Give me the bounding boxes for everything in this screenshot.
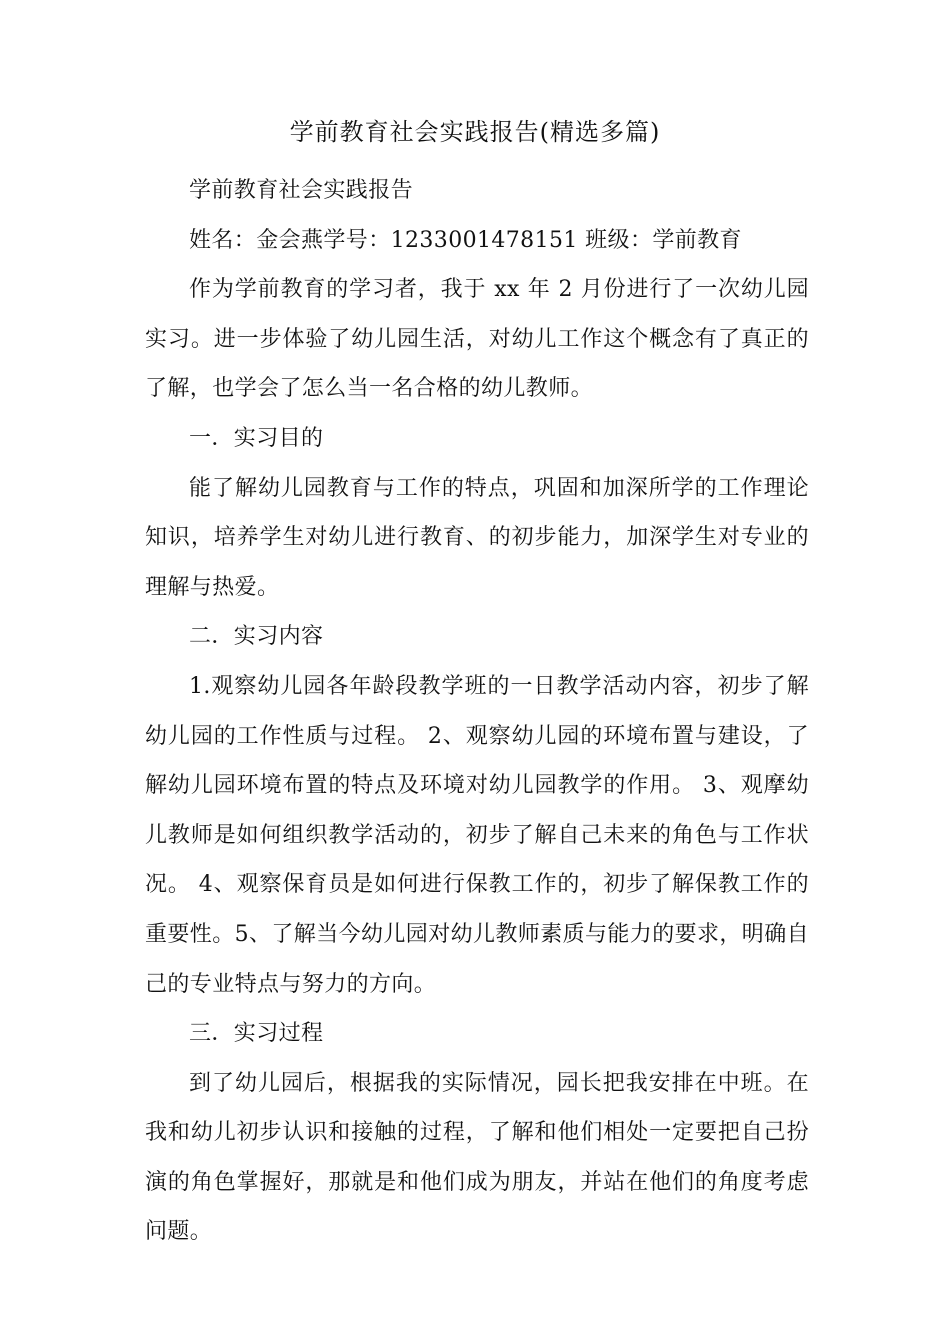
purpose-paragraph: 能了解幼儿园教育与工作的特点，巩固和加深所学的工作理论知识，培养学生对幼儿进行教育、的初步能力，加深学生对专业的理解与热爱。 [145, 475, 809, 600]
section-heading-content: 二．实习内容 [189, 624, 324, 650]
student-info-paragraph: 姓名：金会燕学号：1233001478151 班级：学前教育 [189, 227, 742, 253]
content-paragraph: 1.观察幼儿园各年龄段教学班的一日教学活动内容，初步了解幼儿园的工作性质与过程。 2、观察幼儿园的环境布置与建设，了解幼儿园环境布置的特点及环境对幼儿园教学的作用。 3、观摩幼儿教师是如何组织教学活动的，初步了解自己未来的角色与工作状况。 4、观察保育员是如何进行保教工作的，初步了解保教工作的重要性。5、了解当今幼儿园对幼儿教师素质与能力的要求，明确自己的专业特点与努力的方向。 [145, 673, 809, 997]
document-title: 学前教育社会实践报告(精选多篇) [289, 118, 661, 146]
subtitle-paragraph: 学前教育社会实践报告 [189, 178, 414, 203]
section-heading-purpose: 一．实习目的 [189, 425, 324, 451]
document-body [145, 166, 809, 1257]
section-heading-process: 三．实习过程 [189, 1021, 324, 1047]
process-paragraph: 到了幼儿园后，根据我的实际情况，园长把我安排在中班。在我和幼儿初步认识和接触的过程，了解和他们相处一定要把自己扮演的角色掌握好，那就是和他们成为朋友，并站在他们的角度考虑问题。 [145, 1070, 809, 1245]
intro-paragraph: 作为学前教育的学习者，我于 xx 年 2 月份进行了一次幼儿园实习。进一步体验了幼儿园生活，对幼儿工作这个概念有了真正的了解，也学会了怎么当一名合格的幼儿教师。 [145, 277, 809, 402]
